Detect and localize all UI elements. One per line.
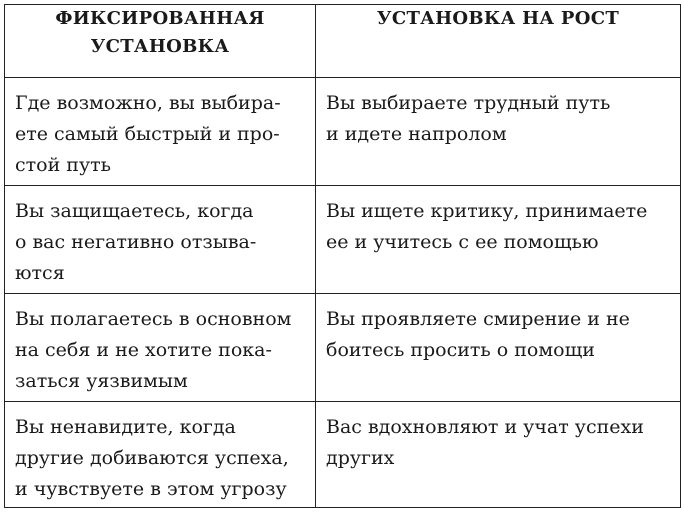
header-growth-line-1: УСТАНОВКА НА РОСТ xyxy=(376,8,620,29)
text-line: Вы ищете критику, принимаете xyxy=(326,200,648,222)
fixed-cell xyxy=(5,78,316,186)
text-line: Вы проявляете смирение и не xyxy=(326,308,630,330)
text-line: о вас негативно отзыва- xyxy=(15,231,257,253)
growth-cell xyxy=(316,78,681,186)
table-row xyxy=(5,294,681,402)
text-line: боитесь просить о помощи xyxy=(326,339,595,361)
mindset-comparison-table xyxy=(4,4,681,508)
header-row xyxy=(5,5,681,78)
growth-cell xyxy=(316,294,681,402)
text-line: Вы защищаетесь, когда xyxy=(15,200,254,222)
text-line: и идете напролом xyxy=(326,123,507,145)
table-row xyxy=(5,78,681,186)
header-fixed-line-1: ФИКСИРОВАННАЯ xyxy=(55,8,265,29)
text-line: другие добиваются успеха, xyxy=(15,447,289,469)
growth-cell xyxy=(316,402,681,508)
text-line: других xyxy=(326,447,395,469)
text-line: стой путь xyxy=(15,154,111,176)
text-line: Где возможно, вы выбира- xyxy=(15,92,281,114)
growth-cell xyxy=(316,186,681,294)
table-row xyxy=(5,186,681,294)
header-growth-mindset xyxy=(316,5,681,78)
text-line: Вы полагаетесь в основном xyxy=(15,308,292,330)
text-line: и чувствуете в этом угрозу xyxy=(15,478,287,500)
table-row xyxy=(5,402,681,508)
fixed-cell xyxy=(5,186,316,294)
text-line: заться уязвимым xyxy=(15,370,188,392)
header-fixed-line-2: УСТАНОВКА xyxy=(90,36,230,57)
text-line: Вы ненавидите, когда xyxy=(15,416,236,438)
fixed-cell xyxy=(5,402,316,508)
text-line: на себя и не хотите пока- xyxy=(15,339,272,361)
text-line: Вас вдохновляют и учат успехи xyxy=(326,416,644,438)
header-fixed-mindset xyxy=(5,5,316,78)
fixed-cell xyxy=(5,294,316,402)
text-line: ете самый быстрый и про- xyxy=(15,123,280,145)
text-line: ее и учитесь с ее помощью xyxy=(326,231,599,253)
text-line: ются xyxy=(15,262,65,284)
text-line: Вы выбираете трудный путь xyxy=(326,92,611,114)
